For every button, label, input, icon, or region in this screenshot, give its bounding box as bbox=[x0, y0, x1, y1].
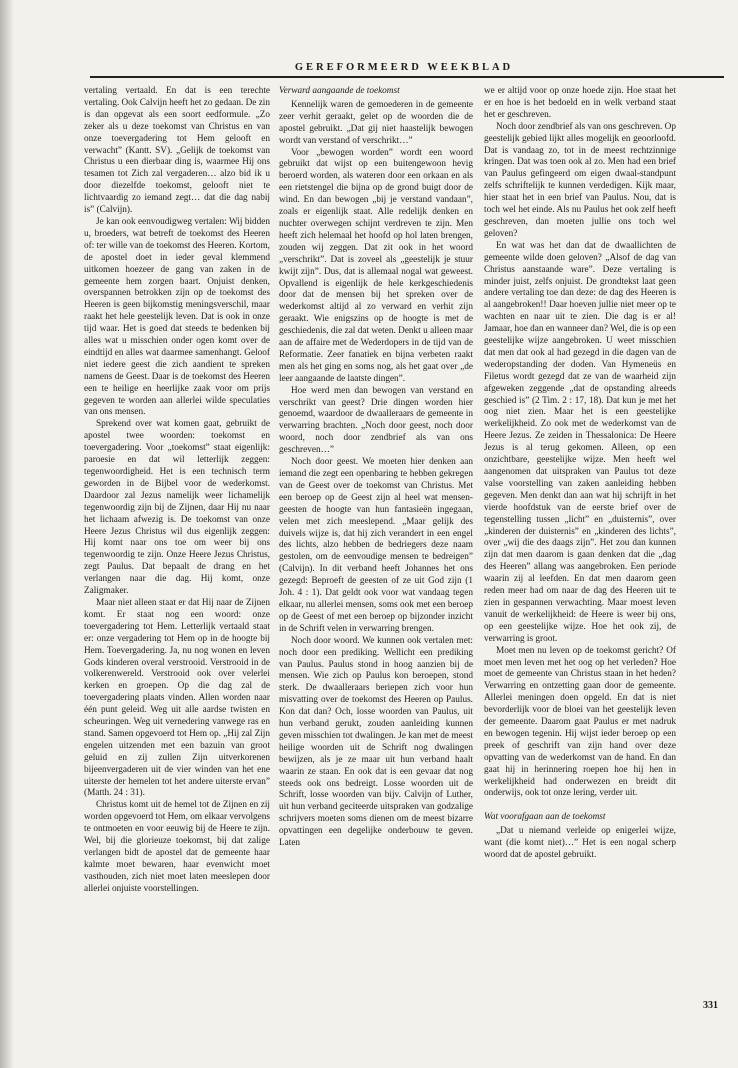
paragraph: Christus komt uit de hemel tot de Zijnen en zij worden opgevoerd tot Hem, om elkaar vervolgens te ontmoeten en voor eeuwig bij de Heere te zijn. Wel, bij die glorieuze toekomst, bij dat zalige verlangen bidt de apostel dat de gemeente haar kalmte moet bewaren, haar evenwicht moet vasthouden, zich niet moet laten meeslepen door allerlei onjuiste voorstellingen. bbox=[84, 800, 270, 894]
paragraph: „Dat u niemand verleide op enigerlei wijze, want (die komt niet)…” Het is een nogal scherp woord dat de apostel gebruikt. bbox=[484, 826, 676, 861]
paragraph: vertaling vertaald. En dat is een terechte vertaling. Ook Calvijn heeft het zo gedaan. De zin is dan opgevat als een soort eedformule. „Zo zeker als u deze toekomst van Christus en van onze toevergadering tot Hem gelooft en verwacht” (Kantt. SV). „Gelijk de toekomst van Christus u een dierbaar ding is, waarmee Hij ons tesamen tot Zich zal vergaderen… alzo bid ik u door diezelfde toekomst, gelooft niet te lichtvaardig zo iemand zegt… dat die dag nabij is” (Calvijn). bbox=[84, 86, 270, 216]
paragraph: Kennelijk waren de gemoederen in de gemeente zeer verhit geraakt, gelet op de woorden die de apostel gebruikt. „Dat gij niet haastelijk bewogen wordt van verstand of verschrikt…” bbox=[279, 99, 473, 146]
paragraph: we er altijd voor op onze hoede zijn. Hoe staat het er en hoe is het bedoeld en in welk verband staat het er geschreven. bbox=[484, 86, 676, 120]
column-3 bbox=[484, 86, 676, 862]
paragraph: Moet men nu leven op de toekomst gericht? Of moet men leven met het oog op het verleden? Hoe moet de gemeente van Christus staan in het heden? Verwarring en ontzetting gaan door de gemeente. Allerlei meningen doen opgeld. En dat is niet bevorderlijk voor de bloei van het geestelijk leven der gemeente. Daarom gaat Paulus er met nadruk en bewogen tegenin. Hij wijst ieder beroep op een preek of geschrift van zijn hand over deze opvatting van de wederkomst van de hand. En dan gaat hij in herinnering roepen hoe hij hen in werkelijkheid had onderwezen en breidt dit onderwijs, ook tot onze lering, verder uit. bbox=[484, 645, 676, 799]
binding-shadow bbox=[0, 0, 14, 1068]
paragraph: Noch door woord. We kunnen ook vertalen met: noch door een prediking. Wellicht een prediking van Paulus. Paulus stond in hoog aanzien bij de mensen. Wie zich op Paulus kon beroepen, stond sterk. De dwaalleraars beriepen zich voor hun misvatting over de toekomst des Heeren op Paulus. Kon dat dan? Och, losse woorden van Paulus, uit hun verband gerukt, zouden aanleiding kunnen geven misschien tot dwalingen. Je kan met de meest heilige woorden uit de Schrift nog dwalingen bewijzen, als je ze maar uit hun verband haalt waarin ze staan. En ook dat is een gevaar dat nog steeds ook ons bedreigt. Losse woorden uit de Schrift, losse woorden van bijv. Calvijn of Luther, uit hun verband geciteerde uitspraken van godzalige schrijvers moeten soms dienen om de meest bizarre opvattingen een degelijke onderbouw te geven. Laten bbox=[279, 635, 473, 849]
paragraph: Maar niet alleen staat er dat Hij naar de Zijnen komt. Er staat nog een woord: onze toevergadering tot Hem. Letterlijk vertaald staat er: onze vergadering tot Hem op in de hoogte bij Hem. Toevergadering. Ja, nu nog wonen en leven Gods kinderen overal verstrooid. Verstrooid in de volkerenwereld. Verstrooid ook over velerlei kerken en groepen. Op die dag zal de toevergadering plaats vinden. Allen worden naar één punt geleid. Weg uit alle aardse twisten en scheuringen. Weg uit vernedering vanwege ras en stand. Samen opgevoerd tot Hem op. „Hij zal Zijn engelen uitzenden met een bazuin van groot geluid en zij zullen Zijn uitverkorenen bijeenvergaderen uit de vier winden van het ene uiterste der hemelen tot het andere uiterste ervan” (Matth. 24 : 31). bbox=[84, 597, 270, 799]
section-heading: Verward aangaande de toekomst bbox=[279, 86, 400, 96]
magazine-header: GEREFORMEERD WEEKBLAD bbox=[294, 62, 514, 73]
paragraph: Je kan ook eenvoudigweg vertalen: Wij bidden u, broeders, wat betreft de toekomst des Heeren of: ter wille van de toekomst des Heeren. Kortom, de apostel doet in ieder geval klemmend uitkomen hoezeer de gang van zaken in de gemeente hem zorgen baart. Onjuist denken, overspannen betrokken zijn op de toekomst des Heeren is geen bijkomstig meningsverschil, maar raakt het hele geestelijk leven. Dat is ook in onze tijd waar. Het is goed dat steeds te bedenken bij alles wat u misschien onder ogen komt over de eindtijd en alles wat daarmee samenhangt. Geloof niet iedere geest die zich aandient te spreken namens de Geest. Daar is de toekomst des Heeren een te heilige en heerlijke zaak voor om prijs gegeven te worden aan allerlei wilde speculaties van ons mensen. bbox=[84, 216, 270, 418]
paragraph: En wat was het dan dat de dwaallichten de gemeente wilde doen geloven? „Alsof de dag van Christus aanstaande ware”. Deze vertaling is minder juist, zelfs onjuist. De grondtekst laat geen andere vertaling toe dan deze: de dag des Heeren is al aangebroken!! Daar hoeven jullie niet meer op te wachten en naar uit te zien. Die dag is er al! Jamaar, hoe dan en wanneer dan? Wel, die is op een geestelijke wijze aangebroken. U weet misschien dat men dat ook al had gezegd in die dagen van de wederopstanding der doden. Van Hymeneüs en Filetus wordt gezegd dat ze van de waarheid zijn afgeweken zeggende „dat de opstanding alreeds geschied is” (2 Tim. 2 : 17, 18). Dat kun je met het oog niet zien. Maar het is een geestelijke werkelijkheid. Zo ook met de wederkomst van de Heere Jezus. Ze zeiden in Thessalonica: De Heere Jezus is al terug gekomen. Alleen, op een onzichtbare, geestelijke wijze. Men heeft wel aangenomen dat uitspraken van Paulus tot deze valse voorstelling van zaken aanleiding hebben gegeven. Men denkt dan aan wat hij schrijft in het vierde hoofdstuk van de eerste brief over de tegenstelling tussen „licht” en „duisternis”, over „kinderen der duisternis” en „kinderen des lichts”, over „wij die des daags zijn”. Het zou dan kunnen zijn dat men daarom is gaan denken dat die „dag des Heeren” allang was aangebroken. Een periode waarin zij al leefden. En dat men daarom geen reden meer had om naar de dag des Heeren uit te zien in gespannen verwachting. Maar moest leven vanuit de werkelijkheid: de Heere is weer bij ons, op een geestelijke wijze. Hoe het ook zij, de verwarring is groot. bbox=[484, 240, 676, 644]
paragraph: Hoe werd men dan bewogen van verstand en verschrikt van geest? Drie dingen worden hier genoemd, waardoor de dwaalleraars de gemeente in verwarring brachten. „Noch door geest, noch door woord, noch door zendbrief als van ons geschreven…” bbox=[279, 385, 473, 456]
paragraph: Voor „bewogen worden” wordt een woord gebruikt dat wijst op een buitengewoon hevig beroerd worden, als wateren door een orkaan en als een rietstengel die bijna op de grond buigt door de wind. En dan bewogen „bij je verstand vandaan”, zoals er eigenlijk staat. Alle redelijk denken en nuchter overwegen schijnt verdreven te zijn. Men heeft zich helemaal het hoofd op hol laten brengen, zouden wij zeggen. Dat zit ook in het woord „verschrikt”. Dat is zoveel als „geestelijk je stuur kwijt zijn”. Dus, dat is allemaal nogal wat geweest. Opvallend is eigenlijk de hele kerkgeschiedenis door dat de mensen bij het spreken over de wederkomst altijd al zo verward en verhit zijn geraakt. Wie enigszins op de hoogte is met de geschiedenis, die zal dat weten. Denkt u alleen maar aan de affaire met de Wederdopers in de tijd van de Reformatie. Zeer fanatiek en bijna verbeten raakt men als het ging en soms nog, als het gaat over „de leer aangaande de laatste dingen”. bbox=[279, 147, 473, 384]
paragraph: Sprekend over wat komen gaat, gebruikt de apostel twee woorden: toekomst en toevergadering. Voor „toekomst” staat eigenlijk: paroesie en dat wil letterlijk zeggen: tegenwoordigheid. Het is een technisch term geworden in de Bijbel voor de wederkomst. Daardoor zal Jezus namelijk weer lichamelijk tegenwoordig zijn bij de Zijnen, daar Hij nu naar het lichaam afwezig is. De toekomst van onze Heere Jezus Christus wil dus eigenlijk zeggen: Hij komt naar ons toe om weer bij ons tegenwoordig te zijn. Onze Heere Jezus Christus, zegt Paulus. Dat bepaalt de drang en het verlangen naar die dag. Hij komt, onze Zaligmaker. bbox=[84, 419, 270, 597]
paragraph: Noch door zendbrief als van ons geschreven. Op geestelijk gebied lijkt alles mogelijk en geoorloofd. Dat is vandaag zo, tot in de meest rechtzinnige kringen. Dat was toen ook al zo. Men had een brief van Paulus gefingeerd om eigen dwaal-standpunt zelfs schriftelijk te kunnen verdedigen. Kijk maar, hier staat het in een brief van Paulus. Nou, dat is toch wel het einde. Als nu Paulus het ook zelf heeft geschreven, dan moeten jullie ons toch wel geloven? bbox=[484, 121, 676, 239]
page-number: 331 bbox=[703, 1000, 718, 1011]
header-rule bbox=[90, 76, 724, 78]
column-1 bbox=[84, 86, 270, 896]
paragraph: Noch door geest. We moeten hier denken aan iemand die zegt een openbaring te hebben gekregen van de Geest over de toekomst van Christus. Met een beroep op de Geest zijn al heel wat mensen-geesten de hoogte van hun fantasieën ingegaan, velen met zich meeslepend. „Maar gelijk des duivels wijze is, dat hij zich verandert in een engel des lichts, alzo hebben de bedriegers deze naam gestolen, om de eenvoudige mensen te bedreigen” (Calvijn). In dit verband heeft Johannes het ons gezegd: Beproeft de geesten of ze uit God zijn (1 Joh. 4 : 1). Dat geldt ook voor wat vandaag tegen elkaar, nu allerlei mensen, soms ook met een beroep op de Geest of met een beroep op bijzonder inzicht in de Schrift velen in verwarring brengen. bbox=[279, 457, 473, 634]
column-2 bbox=[279, 86, 473, 850]
section-heading: Wat voorafgaan aan de toekomst bbox=[484, 812, 606, 823]
